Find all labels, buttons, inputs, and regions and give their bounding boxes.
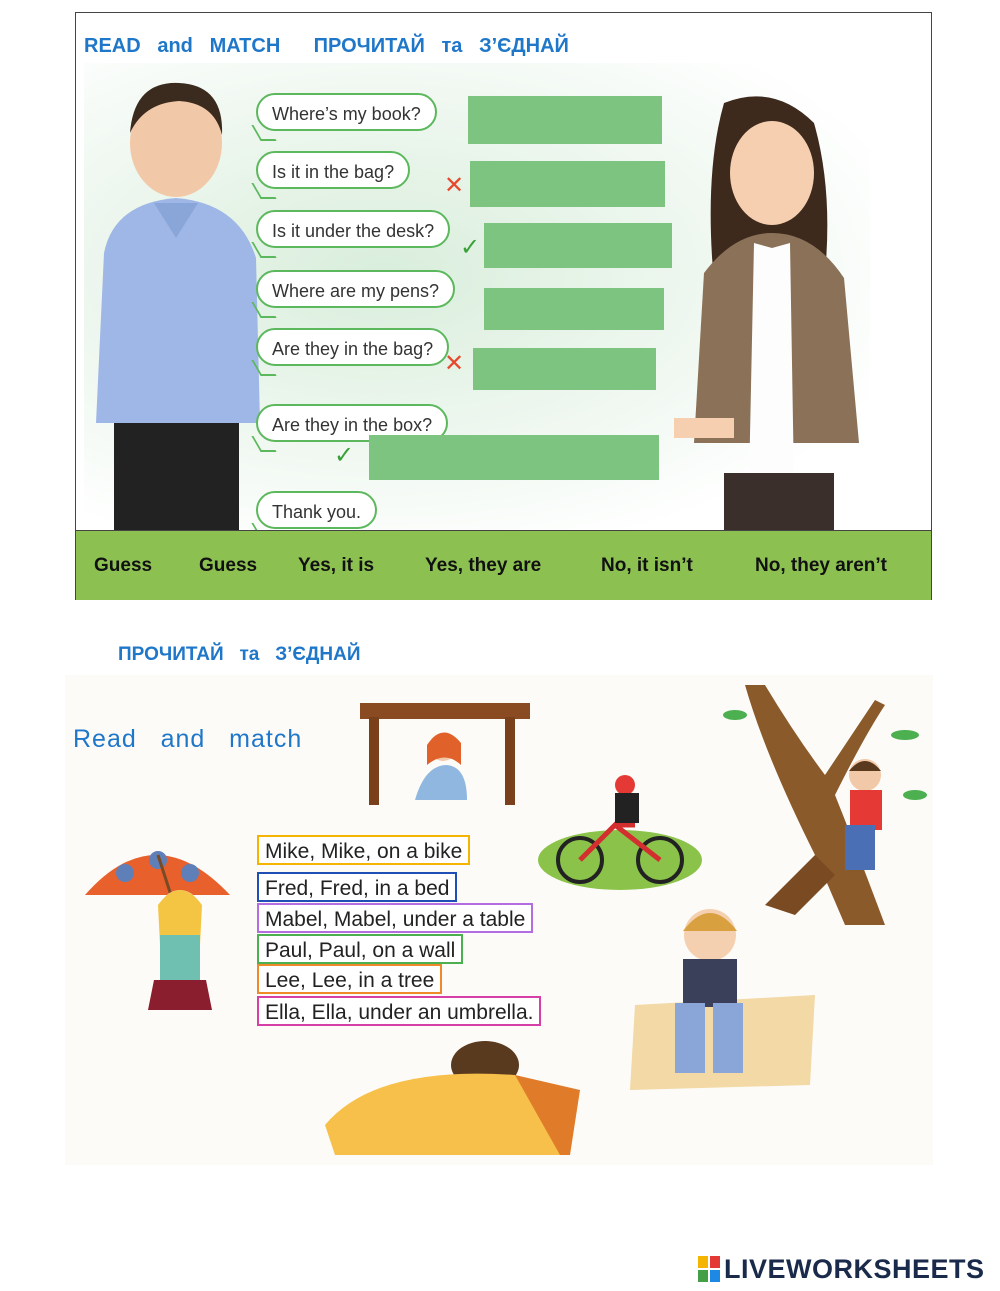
bed-illustration [315, 1025, 585, 1165]
answer-drop-zone[interactable] [369, 435, 659, 480]
rhyme-line[interactable]: Fred, Fred, in a bed [257, 872, 457, 902]
exercise-title: READ and MATCH ПРОЧИТАЙ та З’ЄДНАЙ [84, 35, 569, 57]
cross-icon: ✕ [444, 350, 465, 377]
answer-drop-zone[interactable] [484, 223, 672, 268]
dialogue-scene [84, 63, 870, 531]
answer-drop-zone[interactable] [470, 161, 665, 207]
logo-icon [698, 1256, 720, 1282]
question-bubble: Where’s my book? [256, 93, 437, 131]
rhyme-line[interactable]: Lee, Lee, in a tree [257, 964, 442, 994]
word-chip-yes-they-are[interactable]: Yes, they are [425, 555, 542, 576]
question-bubble: Is it under the desk? [256, 210, 450, 248]
word-chip-guess[interactable]: Guess [94, 555, 153, 576]
question-bubble: Where are my pens? [256, 270, 455, 308]
check-icon: ✓ [334, 442, 355, 469]
read-and-match-heading: Read and match [73, 725, 303, 753]
rhyme-line[interactable]: Mike, Mike, on a bike [257, 835, 470, 865]
rhyme-line[interactable]: Ella, Ella, under an umbrella. [257, 996, 541, 1026]
check-icon: ✓ [460, 234, 481, 261]
rhyme-line[interactable]: Paul, Paul, on a wall [257, 934, 463, 964]
wall-boy-illustration [625, 895, 825, 1095]
question-bubble: Thank you. [256, 491, 377, 529]
dialogue-exercise [75, 12, 932, 600]
rhyme-line[interactable]: Mabel, Mabel, under a table [257, 903, 533, 933]
answer-drop-zone[interactable] [473, 348, 656, 390]
bike-illustration [535, 765, 705, 895]
liveworksheets-logo [698, 1252, 985, 1286]
girl-illustration [644, 83, 870, 531]
cross-icon: ✕ [444, 172, 465, 199]
word-chip-yes-it-is[interactable]: Yes, it is [298, 555, 375, 576]
word-chip-no-they-arent[interactable]: No, they aren’t [755, 555, 887, 576]
word-chip-no-it-isnt[interactable]: No, it isn’t [601, 555, 693, 576]
question-bubble: Are they in the box? [256, 404, 448, 442]
question-bubble: Is it in the bag? [256, 151, 410, 189]
answer-drop-zone[interactable] [468, 96, 662, 144]
rhyme-scene [65, 675, 933, 1165]
table-illustration [355, 695, 535, 810]
question-bubble: Are they in the bag? [256, 328, 449, 366]
section-title: ПРОЧИТАЙ та З’ЄДНАЙ [118, 644, 361, 665]
word-bank [76, 530, 931, 600]
word-chip-guess[interactable]: Guess [199, 555, 258, 576]
brand-name: LIVEWORKSHEETS [724, 1253, 985, 1284]
umbrella-girl-illustration [80, 835, 240, 1055]
boy-illustration [84, 63, 264, 531]
answer-drop-zone[interactable] [484, 288, 664, 330]
